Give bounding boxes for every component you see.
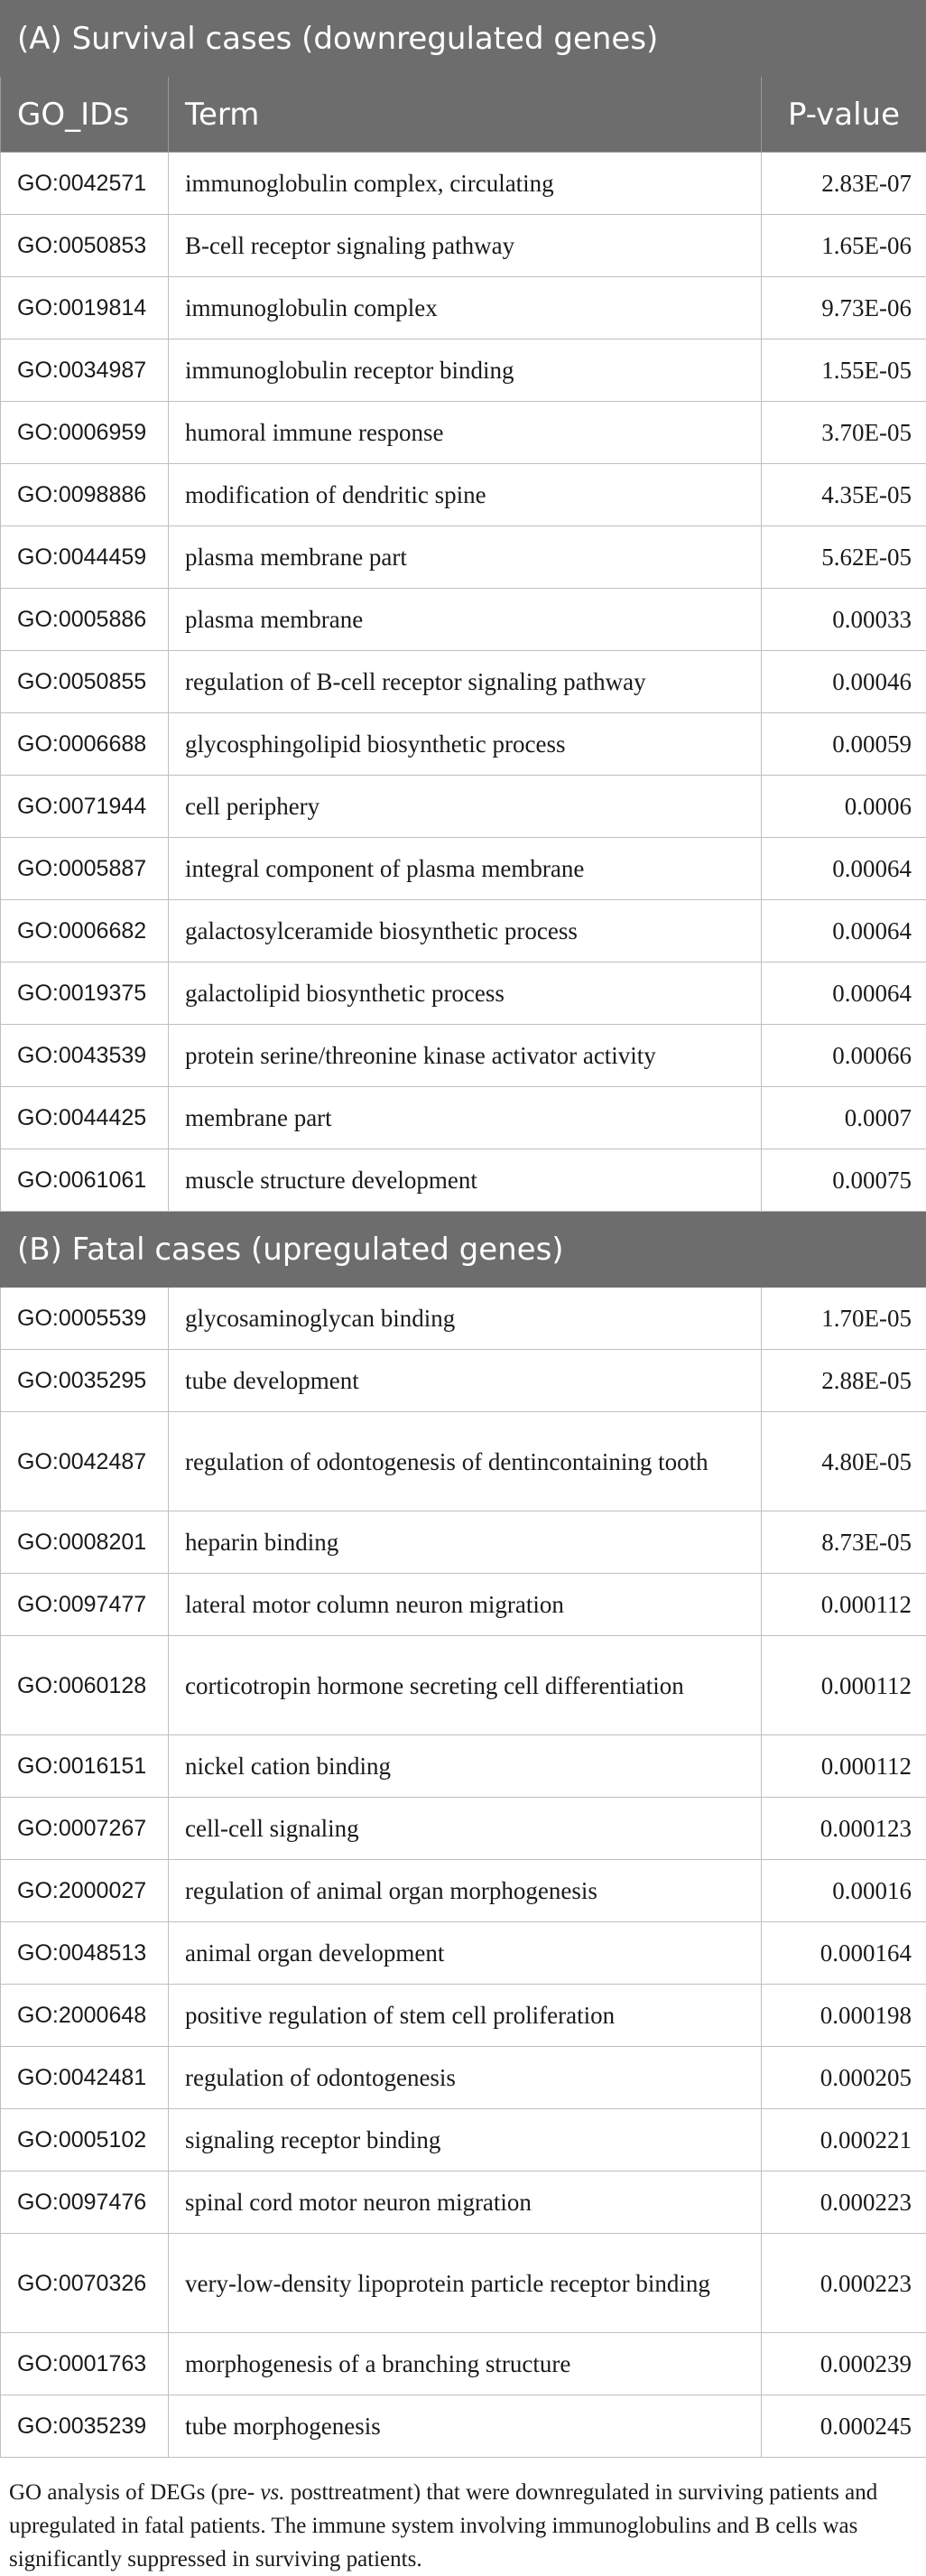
term-cell: morphogenesis of a branching structure	[169, 2333, 762, 2395]
go-id-cell: GO:0007267	[1, 1798, 169, 1860]
term-cell: lateral motor column neuron migration	[169, 1574, 762, 1636]
go-id-cell: GO:2000648	[1, 1985, 169, 2047]
term-cell: very-low-density lipoprotein particle receptor binding	[169, 2234, 762, 2333]
go-id-cell: GO:0042487	[1, 1412, 169, 1511]
go-id-cell: GO:0005102	[1, 2109, 169, 2171]
table-row	[1, 277, 926, 339]
table-row	[1, 1511, 926, 1574]
p-value-cell: 0.000123	[762, 1798, 926, 1860]
term-cell: protein serine/threonine kinase activator activity	[169, 1025, 762, 1087]
term-cell: regulation of B-cell receptor signaling pathway	[169, 651, 762, 713]
p-value-cell: 0.000245	[762, 2395, 926, 2458]
go-id-cell: GO:0019375	[1, 963, 169, 1025]
term-cell: regulation of odontogenesis of dentincontaining tooth	[169, 1412, 762, 1511]
table-row	[1, 963, 926, 1025]
term-cell: regulation of animal organ morphogenesis	[169, 1860, 762, 1922]
table-row	[1, 1087, 926, 1149]
table-row	[1, 2234, 926, 2333]
p-value-cell: 0.000198	[762, 1985, 926, 2047]
go-id-cell: GO:0048513	[1, 1922, 169, 1985]
table-row	[1, 526, 926, 589]
table-row	[1, 1798, 926, 1860]
term-cell: galactosylceramide biosynthetic process	[169, 900, 762, 963]
go-id-cell: GO:0005539	[1, 1288, 169, 1350]
go-id-cell: GO:0035239	[1, 2395, 169, 2458]
table-row	[1, 589, 926, 651]
table-row	[1, 1288, 926, 1350]
p-value-cell: 0.0006	[762, 776, 926, 838]
term-cell: immunoglobulin receptor binding	[169, 339, 762, 402]
go-id-cell: GO:0016151	[1, 1735, 169, 1798]
go-id-cell: GO:0097476	[1, 2171, 169, 2234]
term-cell: cell periphery	[169, 776, 762, 838]
go-id-cell: GO:0042571	[1, 153, 169, 215]
term-cell: signaling receptor binding	[169, 2109, 762, 2171]
term-cell: nickel cation binding	[169, 1735, 762, 1798]
table-row	[1, 2171, 926, 2234]
p-value-cell: 4.35E-05	[762, 464, 926, 526]
term-cell: plasma membrane part	[169, 526, 762, 589]
term-cell: membrane part	[169, 1087, 762, 1149]
p-value-cell: 0.00064	[762, 838, 926, 900]
p-value-cell: 0.000221	[762, 2109, 926, 2171]
p-value-cell: 0.00064	[762, 900, 926, 963]
section-header-row	[1, 1, 926, 77]
go-id-cell: GO:0060128	[1, 1636, 169, 1735]
term-cell: tube morphogenesis	[169, 2395, 762, 2458]
table-row	[1, 838, 926, 900]
term-cell: cell-cell signaling	[169, 1798, 762, 1860]
go-id-cell: GO:0098886	[1, 464, 169, 526]
go-id-cell: GO:2000027	[1, 1860, 169, 1922]
go-id-cell: GO:0070326	[1, 2234, 169, 2333]
section-header-row	[1, 1212, 926, 1288]
go-id-cell: GO:0019814	[1, 277, 169, 339]
table-row	[1, 651, 926, 713]
table-row	[1, 153, 926, 215]
go-id-cell: GO:0034987	[1, 339, 169, 402]
term-cell: modification of dendritic spine	[169, 464, 762, 526]
column-header-go-ids: GO_IDs	[1, 77, 169, 153]
section-title: (B) Fatal cases (upregulated genes)	[1, 1212, 926, 1288]
go-id-cell: GO:0005886	[1, 589, 169, 651]
term-cell: B-cell receptor signaling pathway	[169, 215, 762, 277]
p-value-cell: 0.00075	[762, 1149, 926, 1212]
p-value-cell: 1.70E-05	[762, 1288, 926, 1350]
term-cell: galactolipid biosynthetic process	[169, 963, 762, 1025]
term-cell: regulation of odontogenesis	[169, 2047, 762, 2109]
go-id-cell: GO:0043539	[1, 1025, 169, 1087]
table-row	[1, 1574, 926, 1636]
go-id-cell: GO:0005887	[1, 838, 169, 900]
p-value-cell: 8.73E-05	[762, 1511, 926, 1574]
p-value-cell: 2.83E-07	[762, 153, 926, 215]
p-value-cell: 9.73E-06	[762, 277, 926, 339]
p-value-cell: 0.00016	[762, 1860, 926, 1922]
term-cell: glycosphingolipid biosynthetic process	[169, 713, 762, 776]
go-id-cell: GO:0050855	[1, 651, 169, 713]
p-value-cell: 0.00066	[762, 1025, 926, 1087]
term-cell: glycosaminoglycan binding	[169, 1288, 762, 1350]
p-value-cell: 4.80E-05	[762, 1412, 926, 1511]
table-row	[1, 1412, 926, 1511]
go-id-cell: GO:0035295	[1, 1350, 169, 1412]
footnote-text-before: GO analysis of DEGs (pre-	[9, 2480, 260, 2505]
p-value-cell: 0.000164	[762, 1922, 926, 1985]
term-cell: heparin binding	[169, 1511, 762, 1574]
go-id-cell: GO:0044459	[1, 526, 169, 589]
p-value-cell: 1.65E-06	[762, 215, 926, 277]
go-id-cell: GO:0044425	[1, 1087, 169, 1149]
term-cell: integral component of plasma membrane	[169, 838, 762, 900]
go-id-cell: GO:0006688	[1, 713, 169, 776]
column-header-row	[1, 77, 926, 153]
p-value-cell: 0.000112	[762, 1636, 926, 1735]
table-row	[1, 1350, 926, 1412]
section-title: (A) Survival cases (downregulated genes)	[1, 1, 926, 77]
p-value-cell: 0.0007	[762, 1087, 926, 1149]
p-value-cell: 0.000112	[762, 1574, 926, 1636]
go-id-cell: GO:0061061	[1, 1149, 169, 1212]
go-id-cell: GO:0050853	[1, 215, 169, 277]
term-cell: immunoglobulin complex, circulating	[169, 153, 762, 215]
term-cell: corticotropin hormone secreting cell differentiation	[169, 1636, 762, 1735]
p-value-cell: 5.62E-05	[762, 526, 926, 589]
column-header-p-value: P-value	[762, 77, 926, 153]
p-value-cell: 0.00033	[762, 589, 926, 651]
p-value-cell: 0.00046	[762, 651, 926, 713]
term-cell: humoral immune response	[169, 402, 762, 464]
term-cell: animal organ development	[169, 1922, 762, 1985]
go-id-cell: GO:0097477	[1, 1574, 169, 1636]
p-value-cell: 0.000223	[762, 2171, 926, 2234]
table-row	[1, 339, 926, 402]
table-row	[1, 2333, 926, 2395]
term-cell: immunoglobulin complex	[169, 277, 762, 339]
term-cell: muscle structure development	[169, 1149, 762, 1212]
p-value-cell: 1.55E-05	[762, 339, 926, 402]
term-cell: tube development	[169, 1350, 762, 1412]
table-row	[1, 2109, 926, 2171]
go-id-cell: GO:0006959	[1, 402, 169, 464]
p-value-cell: 0.000239	[762, 2333, 926, 2395]
footnote-text-after: posttreatment) that were downregulated in surviving patients and upregulated in fatal patients. The immune system involving immunoglobulins and B cells was significantly suppressed in surviving patients.	[9, 2480, 877, 2571]
table-row	[1, 1922, 926, 1985]
term-cell: spinal cord motor neuron migration	[169, 2171, 762, 2234]
table-row	[1, 2395, 926, 2458]
table-row	[1, 2047, 926, 2109]
p-value-cell: 0.00059	[762, 713, 926, 776]
table-row	[1, 776, 926, 838]
table-body	[1, 1, 926, 2458]
p-value-cell: 3.70E-05	[762, 402, 926, 464]
go-id-cell: GO:0006682	[1, 900, 169, 963]
table-row	[1, 900, 926, 963]
table-row	[1, 1636, 926, 1735]
go-id-cell: GO:0071944	[1, 776, 169, 838]
table-row	[1, 215, 926, 277]
table-row	[1, 1735, 926, 1798]
footnote-italic: vs.	[260, 2480, 284, 2505]
table-row	[1, 1025, 926, 1087]
p-value-cell: 0.000205	[762, 2047, 926, 2109]
p-value-cell: 2.88E-05	[762, 1350, 926, 1412]
table-row	[1, 1860, 926, 1922]
p-value-cell: 0.000223	[762, 2234, 926, 2333]
table-footnote	[0, 2458, 926, 2576]
go-id-cell: GO:0001763	[1, 2333, 169, 2395]
term-cell: plasma membrane	[169, 589, 762, 651]
table-row	[1, 1149, 926, 1212]
table-row	[1, 1985, 926, 2047]
table-row	[1, 464, 926, 526]
p-value-cell: 0.000112	[762, 1735, 926, 1798]
table-row	[1, 713, 926, 776]
table-row	[1, 402, 926, 464]
column-header-term: Term	[169, 77, 762, 153]
p-value-cell: 0.00064	[762, 963, 926, 1025]
go-id-cell: GO:0042481	[1, 2047, 169, 2109]
go-id-cell: GO:0008201	[1, 1511, 169, 1574]
term-cell: positive regulation of stem cell proliferation	[169, 1985, 762, 2047]
